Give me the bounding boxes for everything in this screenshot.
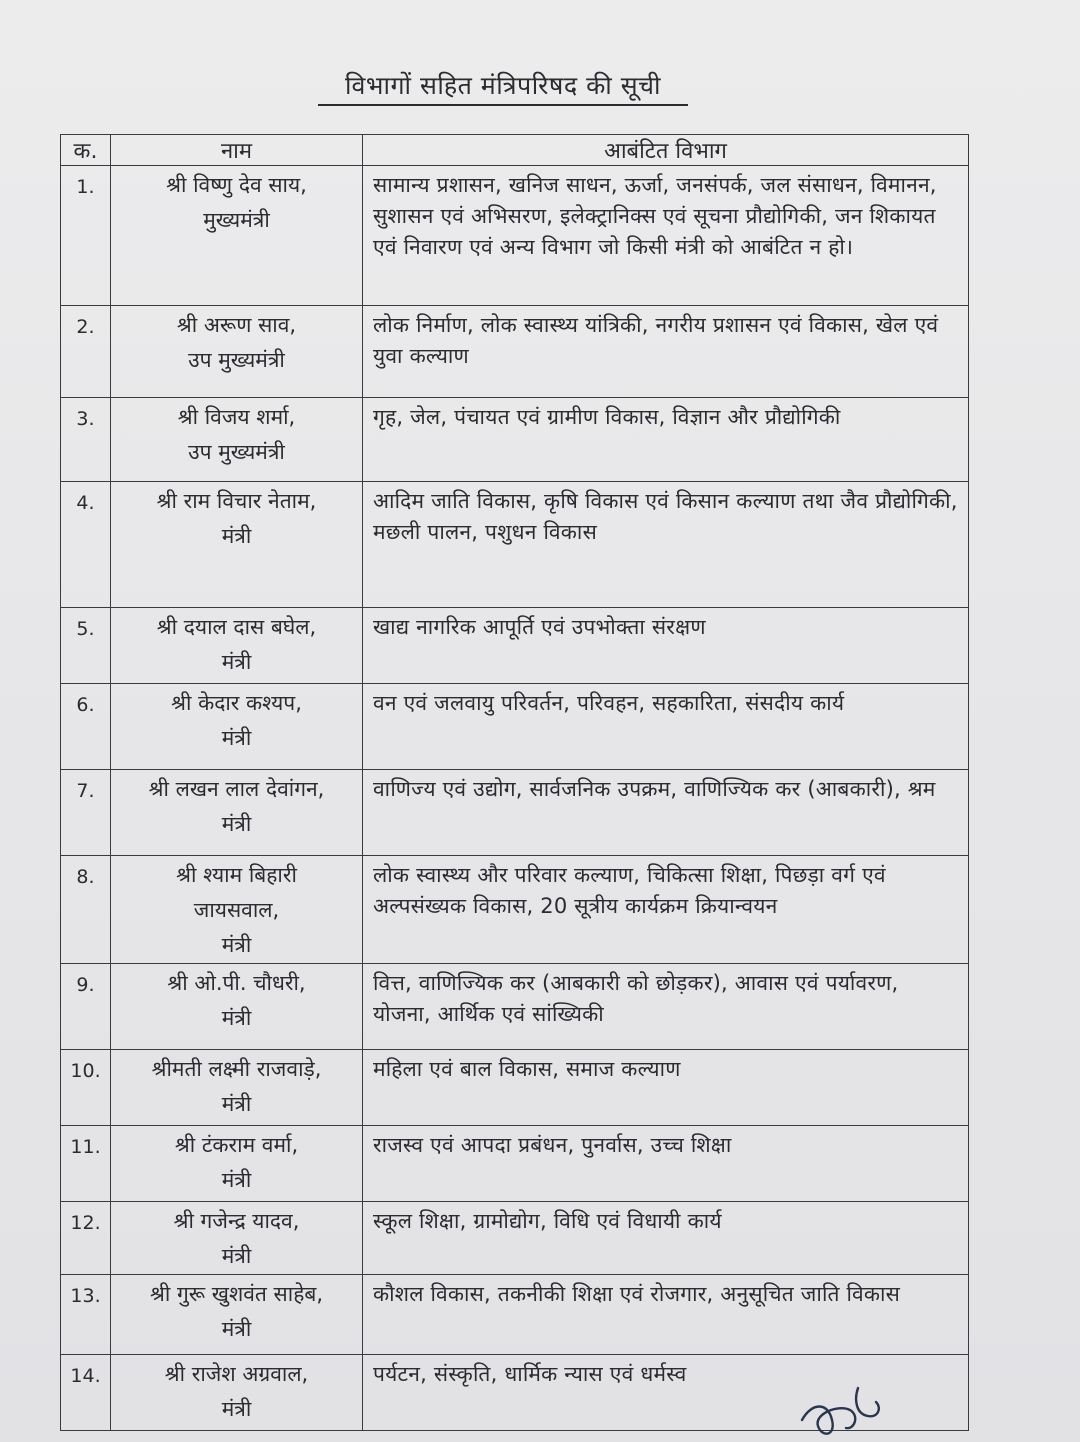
minister-designation: मंत्री	[221, 1397, 252, 1421]
minister-name-cell	[111, 482, 363, 608]
minister-name: श्री राम विचार नेताम,	[156, 489, 317, 513]
header-name: नाम	[111, 135, 363, 166]
table-row	[61, 398, 969, 482]
minister-name: श्रीमती लक्ष्मी राजवाड़े,	[151, 1057, 322, 1081]
minister-designation: मंत्री	[221, 524, 252, 548]
minister-name: श्री गजेन्द्र यादव,	[173, 1209, 300, 1233]
minister-name: श्री अरूण साव,	[176, 313, 297, 337]
allotted-departments: वन एवं जलवायु परिवर्तन, परिवहन, सहकारिता, संसदीय कार्य	[363, 684, 969, 770]
signature	[798, 1380, 888, 1442]
row-serial-number: 12.	[61, 1202, 111, 1275]
table-row	[61, 1126, 969, 1202]
table-row	[61, 306, 969, 398]
minister-name-cell	[111, 770, 363, 856]
minister-designation: मुख्यमंत्री	[203, 208, 270, 232]
minister-designation: उप मुख्यमंत्री	[188, 440, 285, 464]
allotted-departments: लोक स्वास्थ्य और परिवार कल्याण, चिकित्सा शिक्षा, पिछड़ा वर्ग एवं अल्पसंख्यक विकास, 20 सूत्रीय कार्यक्रम क्रियान्वयन	[363, 856, 969, 964]
allotted-departments: लोक निर्माण, लोक स्वास्थ्य यांत्रिकी, नगरीय प्रशासन एवं विकास, खेल एवं युवा कल्याण	[363, 306, 969, 398]
allotted-departments: राजस्व एवं आपदा प्रबंधन, पुनर्वास, उच्च शिक्षा	[363, 1126, 969, 1202]
minister-name-cell	[111, 166, 363, 306]
minister-name: श्री टंकराम वर्मा,	[174, 1133, 299, 1157]
allotted-departments: स्कूल शिक्षा, ग्रामोद्योग, विधि एवं विधायी कार्य	[363, 1202, 969, 1275]
allotted-departments: पर्यटन, संस्कृति, धार्मिक न्यास एवं धर्मस्व	[363, 1355, 969, 1431]
minister-name-cell	[111, 964, 363, 1050]
minister-designation: मंत्री	[221, 812, 252, 836]
header-departments: आबंटित विभाग	[363, 135, 969, 166]
minister-designation: मंत्री	[221, 1168, 252, 1192]
minister-designation: मंत्री	[221, 1317, 252, 1341]
ministers-table	[60, 134, 969, 1431]
minister-name-cell	[111, 1355, 363, 1431]
allotted-departments: खाद्य नागरिक आपूर्ति एवं उपभोक्ता संरक्षण	[363, 608, 969, 684]
allotted-departments: वित्त, वाणिज्यिक कर (आबकारी को छोड़कर), आवास एवं पर्यावरण, योजना, आर्थिक एवं सांख्यिकी	[363, 964, 969, 1050]
minister-name-cell	[111, 1126, 363, 1202]
row-serial-number: 14.	[61, 1355, 111, 1431]
minister-name-cell	[111, 684, 363, 770]
minister-name: श्री दयाल दास बघेल,	[156, 615, 317, 639]
row-serial-number: 5.	[61, 608, 111, 684]
document-title: विभागों सहित मंत्रिपरिषद की सूची	[318, 68, 688, 106]
allotted-departments: आदिम जाति विकास, कृषि विकास एवं किसान कल्याण तथा जैव प्रौद्योगिकी, मछली पालन, पशुधन विकास	[363, 482, 969, 608]
table-row	[61, 770, 969, 856]
minister-name: जायसवाल,	[193, 898, 280, 922]
minister-designation: मंत्री	[221, 650, 252, 674]
row-serial-number: 8.	[61, 856, 111, 964]
minister-name: श्री केदार कश्यप,	[171, 691, 302, 715]
minister-name: श्री गुरू खुशवंत साहेब,	[149, 1282, 324, 1306]
table-row	[61, 1275, 969, 1355]
minister-name-cell	[111, 1275, 363, 1355]
table-row	[61, 608, 969, 684]
minister-name: श्री लखन लाल देवांगन,	[148, 777, 325, 801]
row-serial-number: 9.	[61, 964, 111, 1050]
allotted-departments: सामान्य प्रशासन, खनिज साधन, ऊर्जा, जनसंपर्क, जल संसाधन, विमानन, सुशासन एवं अभिसरण, इलेक्ट्रानिक्स एवं सूचना प्रौद्योगिकी, जन शिकायत एवं निवारण एवं अन्य विभाग जो किसी मंत्री को आबंटित न हो।	[363, 166, 969, 306]
minister-designation: मंत्री	[221, 1092, 252, 1116]
table-row	[61, 482, 969, 608]
row-serial-number: 4.	[61, 482, 111, 608]
header-serial: क.	[61, 135, 111, 166]
allotted-departments: महिला एवं बाल विकास, समाज कल्याण	[363, 1050, 969, 1126]
minister-designation: मंत्री	[221, 1006, 252, 1030]
minister-name: श्री विजय शर्मा,	[177, 405, 296, 429]
minister-name-cell	[111, 856, 363, 964]
table-row	[61, 684, 969, 770]
row-serial-number: 10.	[61, 1050, 111, 1126]
row-serial-number: 3.	[61, 398, 111, 482]
minister-designation: मंत्री	[221, 726, 252, 750]
table-row	[61, 856, 969, 964]
minister-designation: उप मुख्यमंत्री	[188, 348, 285, 372]
table-row	[61, 964, 969, 1050]
row-serial-number: 2.	[61, 306, 111, 398]
minister-name-cell	[111, 306, 363, 398]
minister-name: श्री श्याम बिहारी	[176, 863, 297, 887]
allotted-departments: गृह, जेल, पंचायत एवं ग्रामीण विकास, विज्ञान और प्रौद्योगिकी	[363, 398, 969, 482]
minister-name: श्री ओ.पी. चौधरी,	[167, 971, 306, 995]
minister-name-cell	[111, 1202, 363, 1275]
row-serial-number: 13.	[61, 1275, 111, 1355]
table-row	[61, 166, 969, 306]
minister-name-cell	[111, 1050, 363, 1126]
allotted-departments: वाणिज्य एवं उद्योग, सार्वजनिक उपक्रम, वाणिज्यिक कर (आबकारी), श्रम	[363, 770, 969, 856]
minister-name: श्री विष्णु देव साय,	[166, 173, 307, 197]
row-serial-number: 1.	[61, 166, 111, 306]
minister-name-cell	[111, 398, 363, 482]
minister-designation: मंत्री	[221, 1244, 252, 1268]
allotted-departments: कौशल विकास, तकनीकी शिक्षा एवं रोजगार, अनुसूचित जाति विकास	[363, 1275, 969, 1355]
table-header-row	[61, 135, 969, 166]
row-serial-number: 11.	[61, 1126, 111, 1202]
table-row	[61, 1050, 969, 1126]
minister-name: श्री राजेश अग्रवाल,	[164, 1362, 309, 1386]
minister-designation: मंत्री	[221, 933, 252, 957]
minister-name-cell	[111, 608, 363, 684]
row-serial-number: 7.	[61, 770, 111, 856]
table-row	[61, 1202, 969, 1275]
row-serial-number: 6.	[61, 684, 111, 770]
